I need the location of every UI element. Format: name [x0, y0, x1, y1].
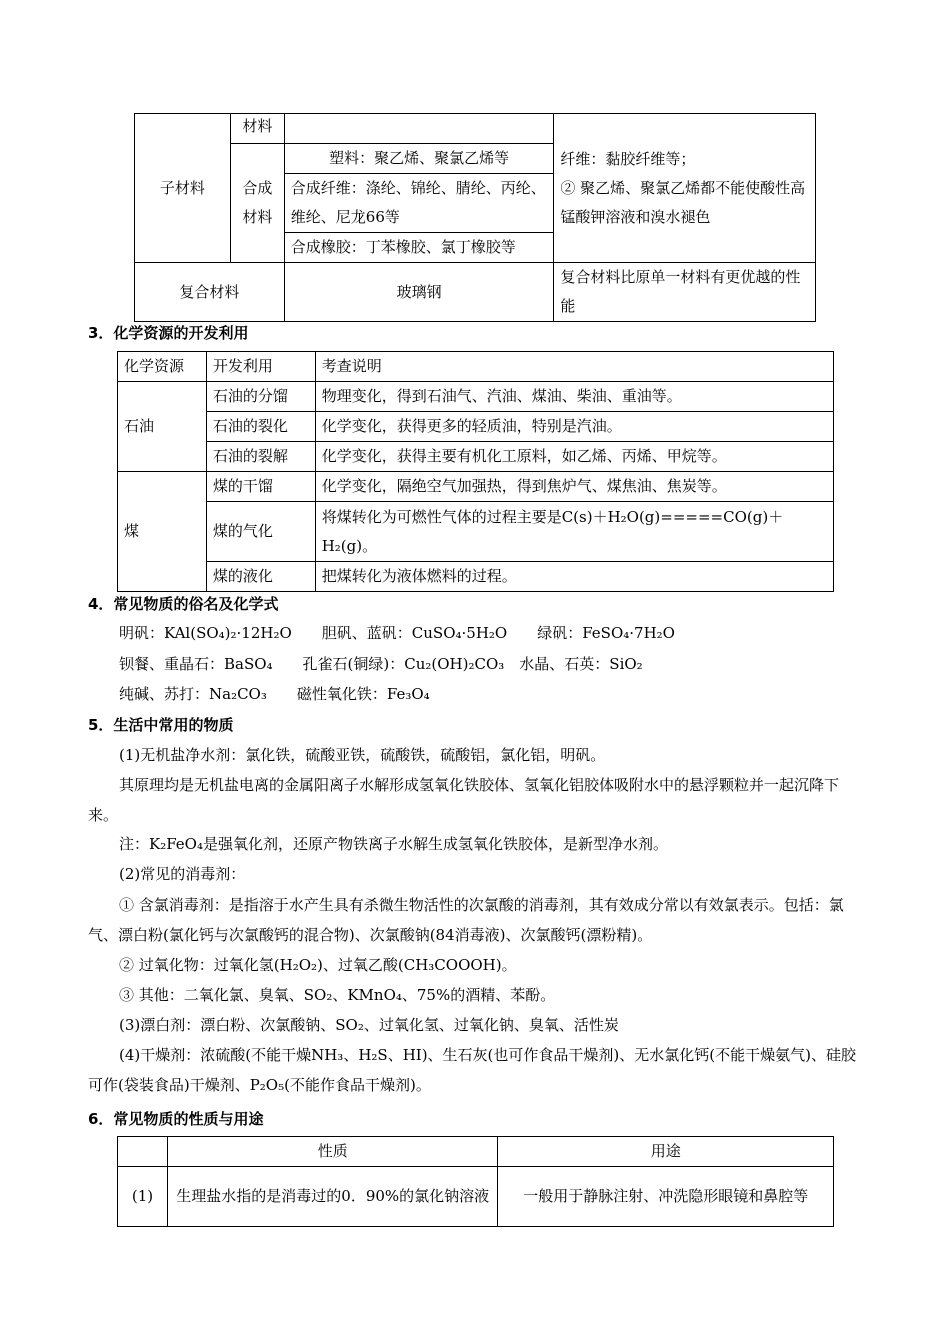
- section-3-heading: 3．化学资源的开发利用: [88, 324, 249, 342]
- table-cell: 化学变化，获得更多的轻质油，特别是汽油。: [315, 412, 833, 442]
- paragraph: (1)无机盐净水剂：氯化铁，硫酸亚铁，硫酸铁，硫酸铝，氯化铝，明矾。: [119, 746, 606, 764]
- paragraph: ① 含氯消毒剂：是指溶于水产生具有杀微生物活性的次氯酸的消毒剂，其有效成分常以有效氯表示。包括：氯气、漂白粉(氯化钙与次氯酸钙的混合物)、次氯酸钠(84消毒液)、次氯酸钙(漂粉精)。: [88, 896, 844, 944]
- table-cell: 将煤转化为可燃性气体的过程主要是C(s)＋H₂O(g)=====CO(g)＋H₂(g)。: [315, 502, 833, 562]
- table-cell: 石油的裂解: [206, 442, 315, 472]
- material-note: 纤维：黏胶纤维等； ② 聚乙烯、聚氯乙烯都不能使酸性高锰酸钾溶液和溴水褪色: [554, 114, 816, 263]
- section-4-heading: 4．常见物质的俗名及化学式: [88, 595, 279, 613]
- paragraph: ③ 其他：二氧化氯、臭氧、SO₂、KMnO₄、75%的酒精、苯酚。: [119, 986, 556, 1004]
- properties-table: [117, 1136, 834, 1227]
- formula-line: 纯碱、苏打：Na₂CO₃ 磁性氧化铁：Fe₃O₄: [119, 685, 430, 703]
- table-cell: 石油的分馏: [206, 382, 315, 412]
- paragraph: ② 过氧化物：过氧化氢(H₂O₂)、过氧乙酸(CH₃COOOH)。: [119, 956, 517, 974]
- paragraph: 注：K₂FeO₄是强氧化剂，还原产物铁离子水解生成氢氧化铁胶体，是新型净水剂。: [119, 835, 668, 853]
- property-cell: 生理盐水指的是消毒过的0．90%的氯化钠溶液: [167, 1167, 498, 1227]
- table-cell: 把煤转化为液体燃料的过程。: [315, 562, 833, 592]
- empty-cell: [284, 114, 554, 144]
- synthetic-fiber-cell: 合成纤维：涤纶、锦纶、腈纶、丙纶、维纶、尼龙66等: [284, 174, 554, 233]
- formula-line: 明矾：KAl(SO₄)₂·12H₂O 胆矾、蓝矾：CuSO₄·5H₂O 绿矾：FeSO₄·7H₂O: [119, 624, 675, 642]
- composite-material-label: 复合材料: [135, 263, 285, 322]
- resources-table: [117, 351, 834, 592]
- composite-example: 玻璃钢: [284, 263, 554, 322]
- formula-line: 钡餐、重晶石：BaSO₄ 孔雀石(铜绿)：Cu₂(OH)₂CO₃ 水晶、石英：SiO₂: [119, 655, 643, 673]
- material-label: 材料: [230, 114, 284, 144]
- section-5-heading: 5．生活中常用的物质: [88, 716, 234, 734]
- table-cell: 物理变化，得到石油气、汽油、煤油、柴油、重油等。: [315, 382, 833, 412]
- coal-label: 煤: [118, 472, 207, 592]
- composite-note: 复合材料比原单一材料有更优越的性能: [554, 263, 816, 322]
- table-cell: 煤的干馏: [206, 472, 315, 502]
- materials-table: [134, 113, 816, 322]
- table-cell: 石油的裂化: [206, 412, 315, 442]
- usage-cell: 一般用于静脉注射、冲洗隐形眼镜和鼻腔等: [498, 1167, 834, 1227]
- table-cell: 化学变化，隔绝空气加强热，得到焦炉气、煤焦油、焦炭等。: [315, 472, 833, 502]
- section-6-heading: 6．常见物质的性质与用途: [88, 1110, 264, 1128]
- header-usage: 用途: [498, 1137, 834, 1167]
- table-cell: 煤的液化: [206, 562, 315, 592]
- sub-material-label: 子材料: [135, 114, 231, 263]
- oil-label: 石油: [118, 382, 207, 472]
- header-resource: 化学资源: [118, 352, 207, 382]
- synthetic-material-label: 合成 材料: [230, 144, 284, 263]
- row-number: (1): [118, 1167, 168, 1227]
- empty-header: [118, 1137, 168, 1167]
- paragraph: (3)漂白剂：漂白粉、次氯酸钠、SO₂、过氧化氢、过氧化钠、臭氧、活性炭: [119, 1016, 619, 1034]
- header-property: 性质: [167, 1137, 498, 1167]
- plastic-cell: 塑料：聚乙烯、聚氯乙烯等: [284, 144, 554, 174]
- header-development: 开发利用: [206, 352, 315, 382]
- paragraph: 其原理均是无机盐电离的金属阳离子水解形成氢氧化铁胶体、氢氧化铝胶体吸附水中的悬浮颗粒并一起沉降下来。: [88, 776, 840, 824]
- table-cell: 化学变化，获得主要有机化工原料，如乙烯、丙烯、甲烷等。: [315, 442, 833, 472]
- paragraph: (2)常见的消毒剂：: [119, 865, 246, 883]
- paragraph: (4)干燥剂：浓硫酸(不能干燥NH₃、H₂S、HI)、生石灰(也可作食品干燥剂)、无水氯化钙(不能干燥氨气)、硅胶可作(袋装食品)干燥剂、P₂O₅(不能作食品干燥剂)。: [88, 1046, 856, 1094]
- header-notes: 考查说明: [315, 352, 833, 382]
- table-cell: 煤的气化: [206, 502, 315, 562]
- synthetic-rubber-cell: 合成橡胶：丁苯橡胶、氯丁橡胶等: [284, 233, 554, 263]
